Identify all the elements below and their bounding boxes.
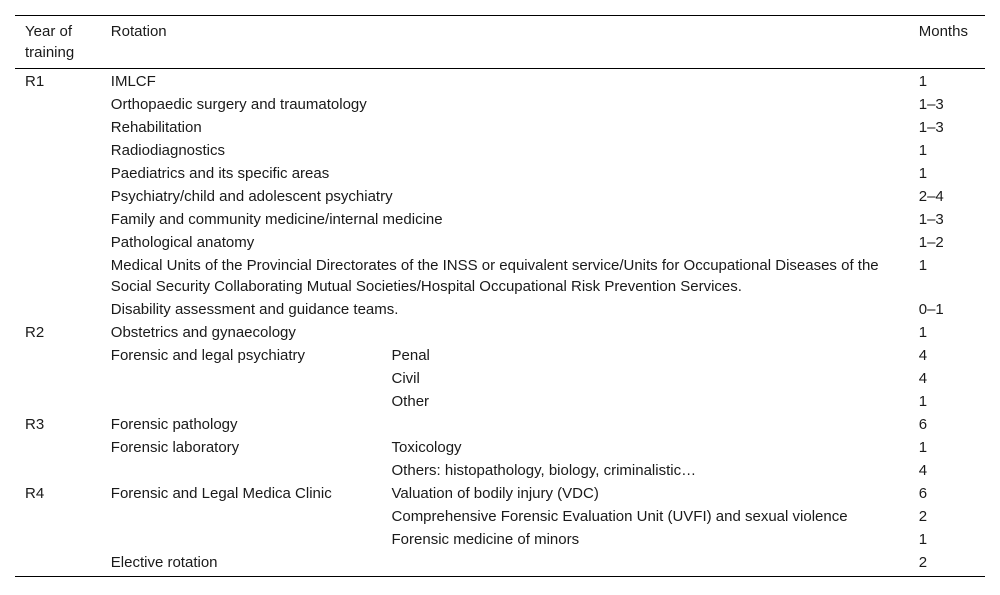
months-cell: 4	[918, 347, 928, 364]
table-row	[15, 367, 985, 390]
table-row	[15, 482, 985, 505]
months-cell: 2–4	[918, 188, 944, 205]
months-cell: 4	[918, 462, 928, 479]
year-cell	[15, 254, 101, 298]
sub-rotation-cell: Forensic medicine of minors	[391, 531, 580, 548]
header-rotation: Rotation	[110, 23, 167, 40]
table-row	[15, 93, 985, 116]
table-row	[15, 436, 985, 459]
sub-rotation-cell: Valuation of bodily injury (VDC)	[391, 485, 599, 502]
table-body	[15, 69, 985, 577]
rotation-cell: Forensic and legal psychiatry	[110, 347, 306, 364]
table-row	[15, 528, 985, 551]
months-cell: 1	[918, 73, 928, 90]
rotation-cell: Disability assessment and guidance teams.	[110, 301, 399, 318]
months-cell: 1–3	[918, 211, 944, 228]
header-year: Year of training	[25, 23, 75, 61]
table-row	[15, 390, 985, 413]
months-cell: 2	[918, 554, 928, 571]
year-cell: R2	[25, 324, 45, 341]
table-row	[15, 185, 985, 208]
months-cell: 1	[918, 165, 928, 182]
rotation-cell: Forensic laboratory	[110, 439, 240, 456]
year-cell	[15, 208, 101, 231]
year-cell: R3	[25, 416, 45, 433]
sub-rotation-cell: Other	[391, 393, 430, 410]
months-cell: 6	[918, 416, 928, 433]
year-cell	[15, 139, 101, 162]
header-months: Months	[918, 23, 968, 40]
year-cell	[15, 298, 101, 321]
year-cell	[15, 162, 101, 185]
months-cell: 1	[918, 439, 928, 456]
rotation-cell	[101, 390, 382, 413]
months-cell: 1–2	[918, 234, 944, 251]
year-cell	[15, 367, 101, 390]
year-cell	[15, 344, 101, 367]
rotation-cell	[101, 367, 382, 390]
year-cell	[15, 93, 101, 116]
year-cell	[15, 436, 101, 459]
table-row	[15, 344, 985, 367]
months-cell: 1–3	[918, 96, 944, 113]
sub-rotation-cell: Toxicology	[391, 439, 462, 456]
year-cell	[15, 505, 101, 528]
months-cell: 1	[918, 324, 928, 341]
months-cell: 1	[918, 531, 928, 548]
rotation-cell: Paediatrics and its specific areas	[110, 165, 330, 182]
rotation-cell: Orthopaedic surgery and traumatology	[110, 96, 367, 113]
table-row	[15, 231, 985, 254]
table-row	[15, 298, 985, 321]
rotation-cell	[101, 528, 382, 551]
rotation-cell: Medical Units of the Provincial Directorates of the INSS or equivalent service/Units for Occupational Diseases of the Social Security Collaborating Mutual Societies/Hospital Occupational Risk Prevention Services.	[110, 257, 879, 295]
sub-rotation-cell: Civil	[391, 370, 420, 387]
table-row	[15, 505, 985, 528]
table-row	[15, 413, 985, 436]
table-row	[15, 254, 985, 298]
table-row	[15, 459, 985, 482]
year-cell	[15, 185, 101, 208]
table-row	[15, 321, 985, 344]
rotation-cell: Psychiatry/child and adolescent psychiatry	[110, 188, 393, 205]
year-cell	[15, 551, 101, 577]
year-cell: R1	[25, 73, 45, 90]
months-cell: 2	[918, 508, 928, 525]
months-cell: 1–3	[918, 119, 944, 136]
rotation-cell: Obstetrics and gynaecology	[110, 324, 296, 341]
rotation-cell: IMLCF	[110, 73, 156, 90]
table-row	[15, 551, 985, 577]
months-cell: 1	[918, 142, 928, 159]
table-row	[15, 69, 985, 94]
year-cell	[15, 231, 101, 254]
months-cell: 0–1	[918, 301, 944, 318]
months-cell: 4	[918, 370, 928, 387]
sub-rotation-cell: Comprehensive Forensic Evaluation Unit (UVFI) and sexual violence	[391, 508, 848, 525]
year-cell	[15, 528, 101, 551]
months-cell: 1	[918, 257, 928, 274]
rotation-cell: Rehabilitation	[110, 119, 202, 136]
sub-rotation-cell: Others: histopathology, biology, criminalistic…	[391, 462, 697, 479]
rotation-cell: Radiodiagnostics	[110, 142, 226, 159]
year-cell	[15, 116, 101, 139]
table-row	[15, 162, 985, 185]
year-cell	[15, 459, 101, 482]
table-header-row	[15, 16, 985, 69]
year-cell	[15, 390, 101, 413]
rotation-cell: Forensic pathology	[110, 416, 238, 433]
rotation-cell: Family and community medicine/internal medicine	[110, 211, 443, 228]
table-row	[15, 139, 985, 162]
table-row	[15, 116, 985, 139]
months-cell: 1	[918, 393, 928, 410]
rotation-cell: Forensic and Legal Medica Clinic	[110, 485, 332, 502]
sub-rotation-cell: Penal	[391, 347, 430, 364]
rotation-cell	[101, 505, 382, 528]
rotation-cell: Pathological anatomy	[110, 234, 255, 251]
table-row	[15, 208, 985, 231]
months-cell: 6	[918, 485, 928, 502]
rotation-cell	[101, 459, 382, 482]
year-cell: R4	[25, 485, 45, 502]
training-rotation-table	[15, 15, 985, 577]
rotation-cell: Elective rotation	[110, 554, 218, 571]
